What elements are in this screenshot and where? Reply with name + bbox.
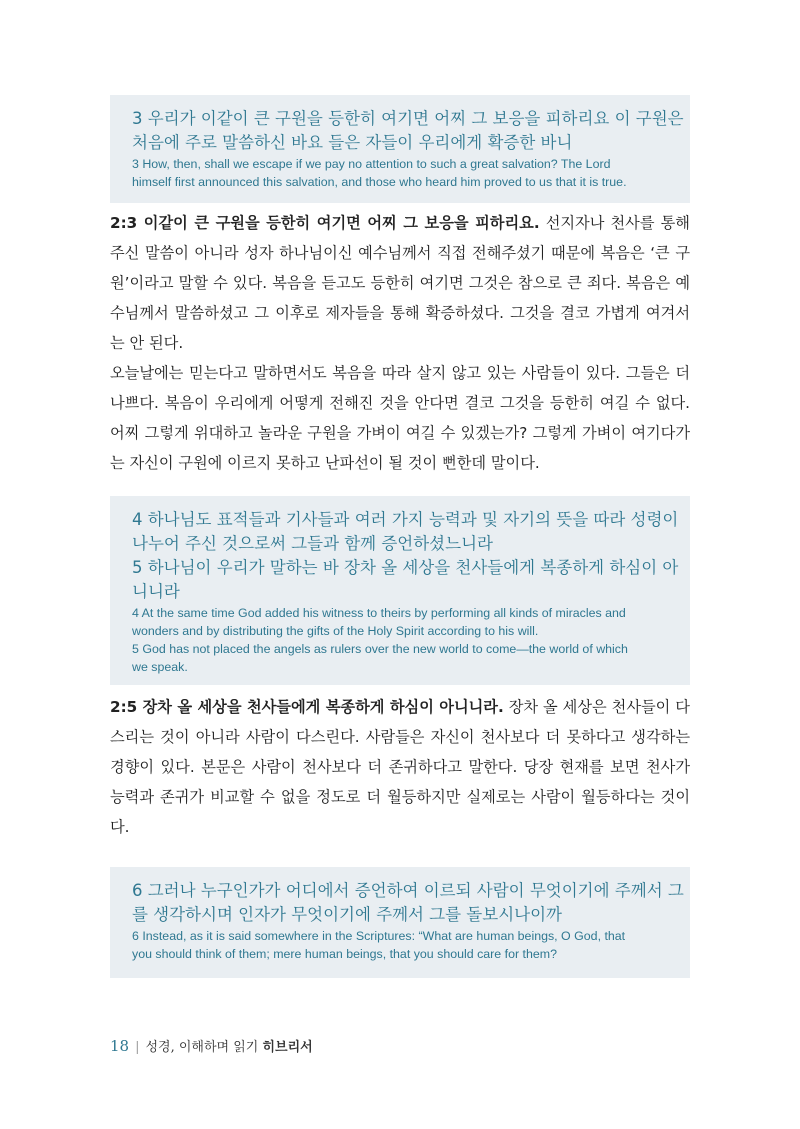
footer-separator: | [135, 1040, 140, 1055]
verse-box-6 [110, 867, 690, 978]
commentary-heading: 2:5 장차 올 세상을 천사들에게 복종하게 하심이 아니니라. [110, 698, 504, 716]
commentary-paragraph: 오늘날에는 믿는다고 말하면서도 복음을 따라 살지 않고 있는 사람들이 있다. 그들은 더 나쁘다. 복음이 우리에게 어떻게 전해진 것을 안다면 결코 그것을 등한히 여길 수 없다. 어찌 그렇게 위대하고 놀라운 구원을 가벼이 여길 수 있겠는가? 그렇게 가벼이 여기다가는 자신이 구원에 이르지 못하고 난파선이 될 것이 뻔한데 말이다. [110, 364, 690, 472]
verse-box-3 [110, 95, 690, 203]
book-title: 히브리서 [262, 1040, 313, 1055]
commentary-heading: 2:3 이같이 큰 구원을 등한히 여기면 어찌 그 보응을 피하리요. [110, 214, 540, 232]
verse-5-english-line: we speak. [132, 660, 188, 674]
verse-5-english-line: 5 God has not placed the angels as rulers over the new world to come—the world of which [132, 642, 628, 656]
verse-3-korean-line: 3 우리가 이같이 큰 구원을 등한히 여기면 어찌 그 보응을 피하리요 이 구원은 [132, 109, 684, 128]
commentary-body: 장차 올 세상은 천사들이 다스리는 것이 아니라 사람이 다스린다. 사람들은 자신이 천사보다 더 못하다고 생각하는 경향이 있다. 본문은 사람이 천사보다 더 존귀하다고 말한다. 당장 현재를 보면 천사가 능력과 존귀가 비교할 수 없을 정도로 더 월등하지만 실제로는 사람이 월등하다는 것이다. [110, 698, 690, 836]
verse-3-english-line: himself first announced this salvation, and those who heard him proved to us that it is true. [132, 175, 627, 189]
verse-5-korean-line: 5 하나님이 우리가 말하는 바 장차 올 세상을 천사들에게 복종하게 하심이 아 [132, 558, 679, 577]
commentary-paragraph [110, 692, 690, 842]
verse-6-english-line: you should think of them; mere human beings, that you should care for them? [132, 947, 557, 961]
verse-5-korean-line: 니니라 [132, 582, 180, 601]
verse-6-korean-line: 를 생각하시며 인자가 무엇이기에 주께서 그를 돌보시나이까 [132, 905, 562, 924]
verse-4-korean-line: 나누어 주신 것으로써 그들과 함께 증언하셨느니라 [132, 534, 493, 553]
verse-4-english-line: 4 At the same time God added his witness to theirs by performing all kinds of miracles and [132, 606, 626, 620]
verse-3-english-line: 3 How, then, shall we escape if we pay no attention to such a great salvation? The Lord [132, 157, 611, 171]
verse-6-korean-line: 6 그러나 누구인가가 어디에서 증언하여 이르되 사람이 무엇이기에 주께서 그 [132, 881, 684, 900]
series-title: 성경, 이해하며 읽기 [145, 1040, 259, 1055]
commentary-paragraph [110, 208, 690, 358]
verse-4-english-line: wonders and by distributing the gifts of the Holy Spirit according to his will. [132, 624, 539, 638]
commentary-2-5 [110, 692, 690, 842]
page-footer [110, 1036, 313, 1055]
verse-4-korean-line: 4 하나님도 표적들과 기사들과 여러 가지 능력과 및 자기의 뜻을 따라 성령이 [132, 510, 679, 529]
page-number: 18 [110, 1037, 130, 1055]
verse-6-english-line: 6 Instead, as it is said somewhere in the Scriptures: “What are human beings, O God, that [132, 929, 626, 943]
verse-3-korean-line: 처음에 주로 말씀하신 바요 들은 자들이 우리에게 확증한 바니 [132, 133, 573, 152]
verse-box-4-5 [110, 496, 690, 685]
commentary-2-3 [110, 208, 690, 478]
commentary-body: 선지자나 천사를 통해 주신 말씀이 아니라 성자 하나님이신 예수님께서 직접 전해주셨기 때문에 복음은 ‘큰 구원’이라고 말할 수 있다. 복음을 듣고도 등한히 여기면 그것은 참으로 큰 죄다. 복음은 예수님께서 말씀하셨고 그 이후로 제자들을 통해 확증하셨다. 그것을 결코 가볍게 여겨서는 안 된다. [110, 214, 690, 352]
